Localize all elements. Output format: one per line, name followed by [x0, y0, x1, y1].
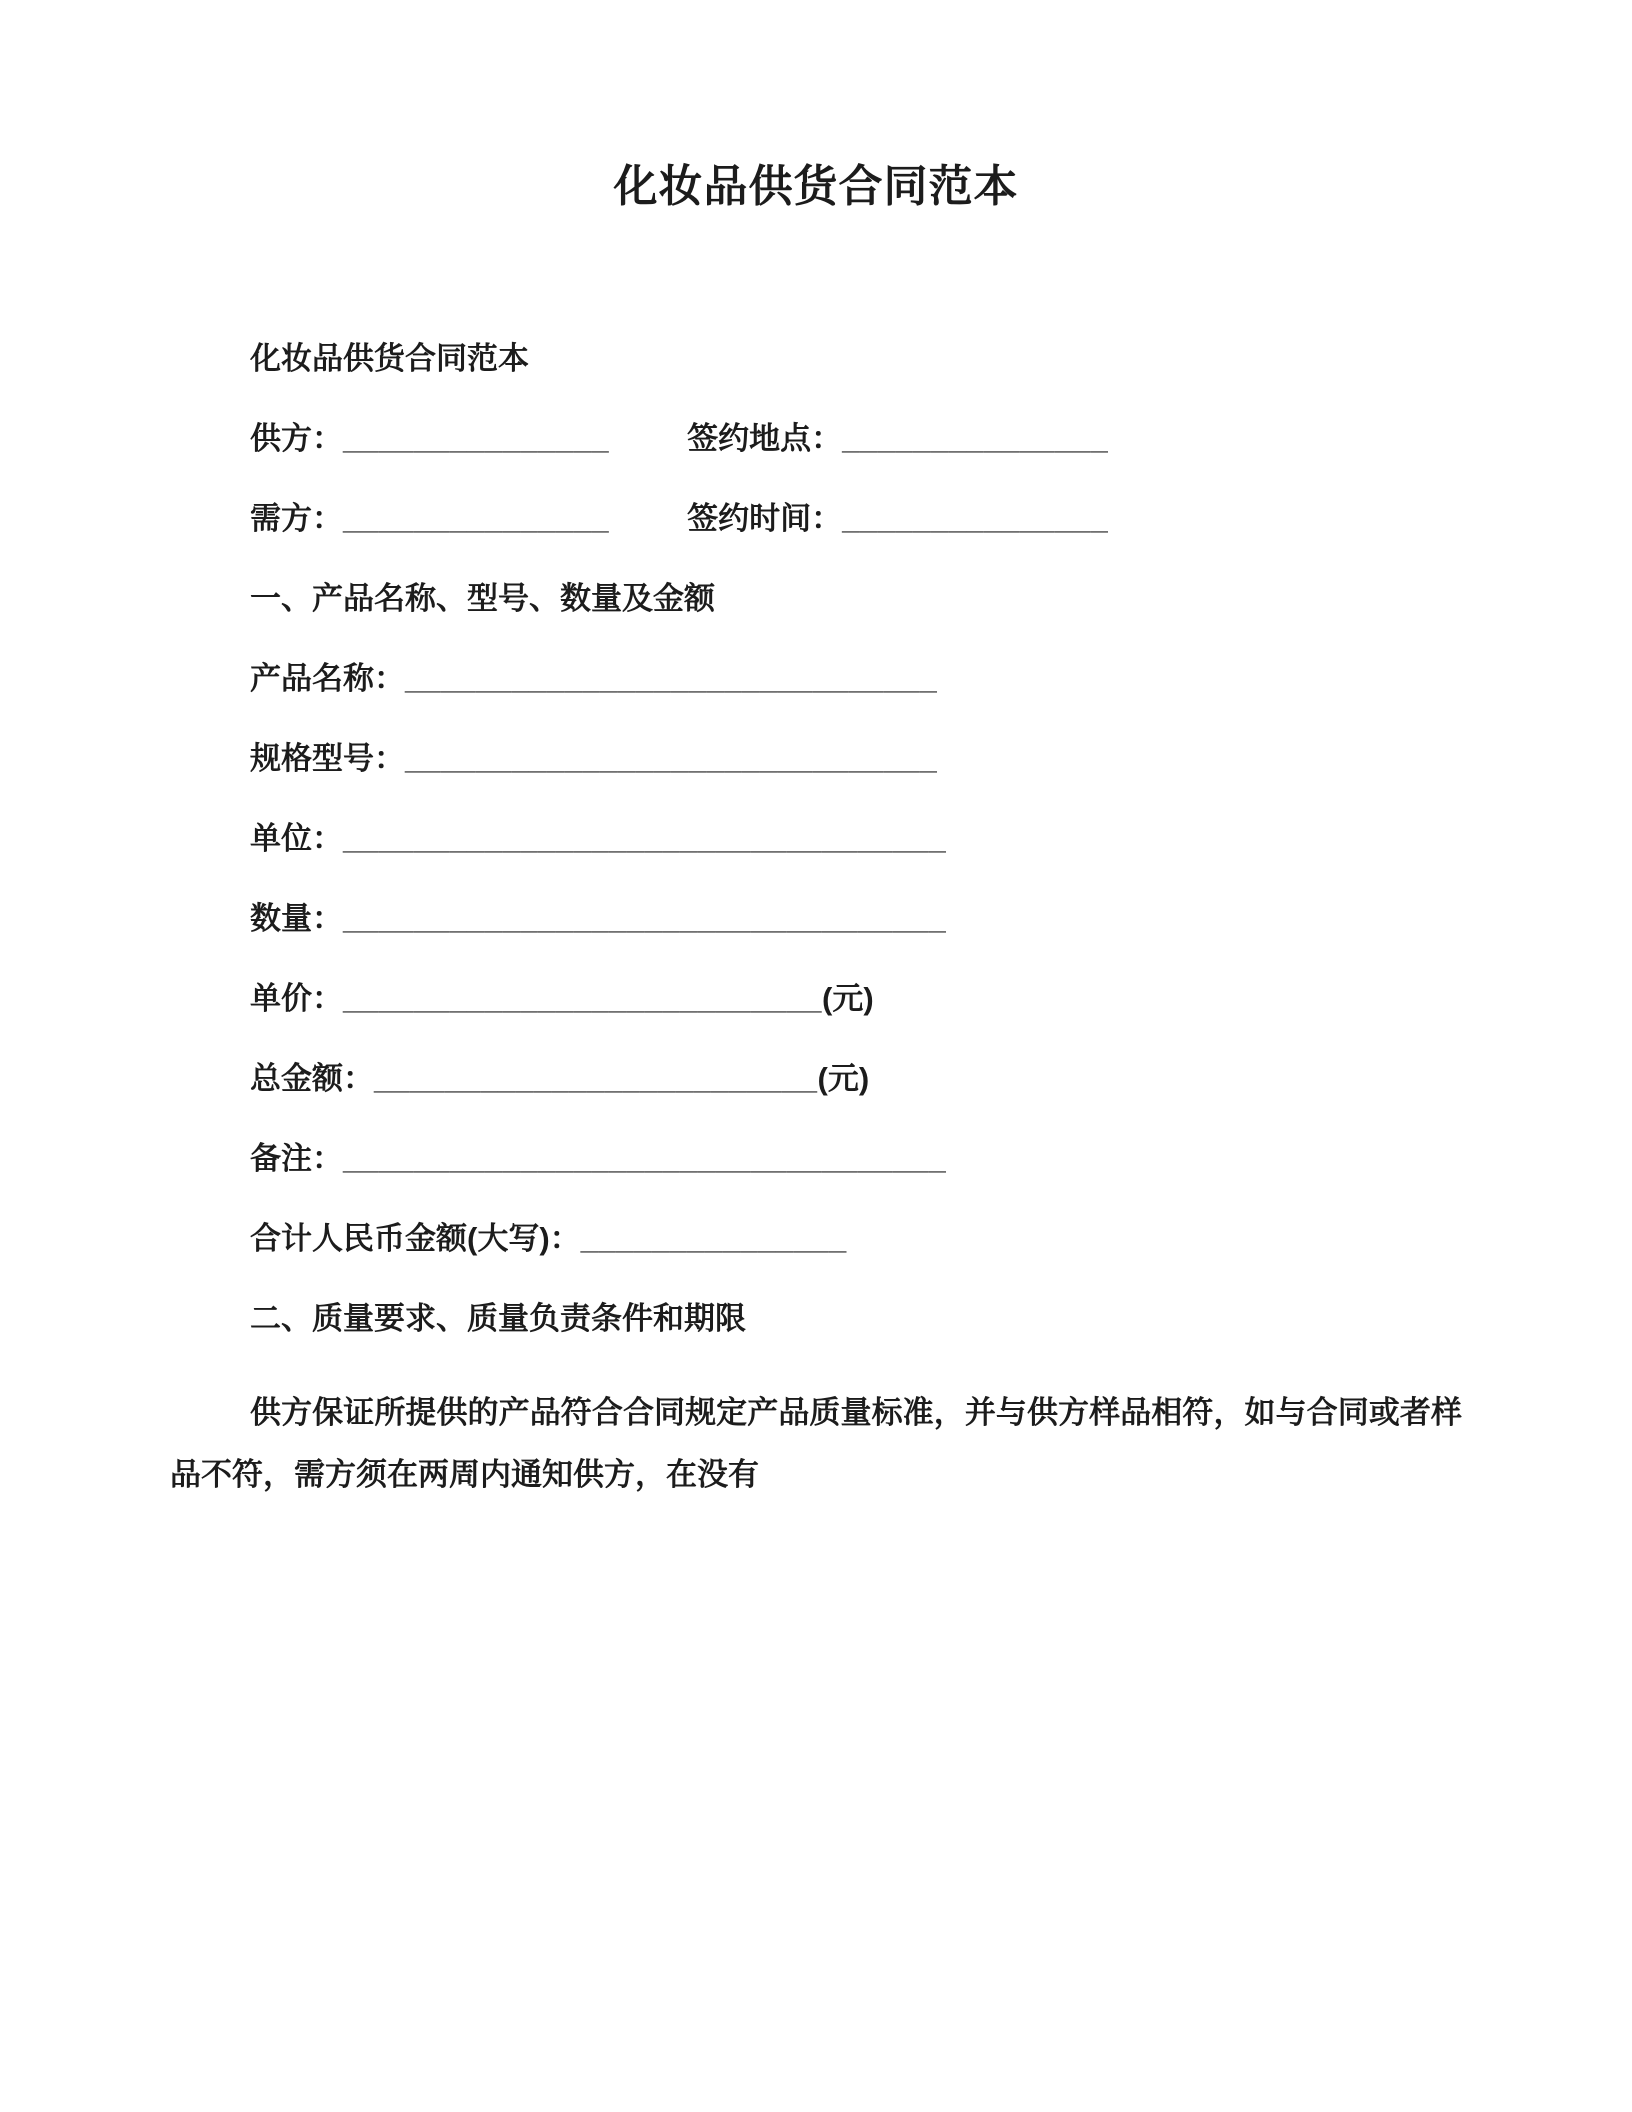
field-label: 备注：: [250, 1141, 343, 1176]
buyer-label: 需方：: [250, 501, 343, 536]
field-blank: ___________________________: [343, 981, 822, 1016]
field-suffix: (元): [822, 981, 874, 1016]
supplier-blank: _______________: [343, 421, 610, 456]
signing-place-blank: _______________: [842, 421, 1109, 456]
document-title: 化妆品供货合同范本: [613, 162, 1019, 211]
field-blank: ______________________________: [405, 741, 938, 776]
field-line-spec-model: [170, 742, 1462, 776]
field-blank: ______________________________: [405, 661, 938, 696]
total-rmb-label: 合计人民币金额(大写)：: [250, 1221, 581, 1256]
field-suffix: (元): [817, 1061, 870, 1096]
field-line-quantity: [170, 902, 1462, 936]
field-line-unit: [170, 822, 1462, 856]
field-blank: __________________________________: [343, 1141, 947, 1176]
field-blank: __________________________________: [343, 901, 947, 936]
total-rmb-blank: _______________: [580, 1221, 847, 1256]
field-blank: _________________________: [374, 1061, 818, 1096]
field-blank: __________________________________: [343, 821, 947, 856]
section-1-heading: 一、产品名称、型号、数量及金额: [250, 581, 715, 616]
section-2-heading: 二、质量要求、质量负责条件和期限: [250, 1301, 746, 1336]
field-label: 单位：: [250, 821, 343, 856]
field-line-total-amount: [170, 1062, 1462, 1096]
field-label: 规格型号：: [250, 741, 405, 776]
field-line-remarks: [170, 1142, 1462, 1176]
field-label: 单价：: [250, 981, 343, 1016]
quality-clause-paragraph: 供方保证所提供的产品符合合同规定产品质量标准，并与供方样品相符，如与合同或者样品不符，需方须在两周内通知供方，在没有: [170, 1395, 1462, 1492]
field-label: 产品名称：: [250, 661, 405, 696]
document-subtitle: 化妆品供货合同范本: [250, 341, 529, 376]
field-label: 总金额：: [250, 1061, 374, 1096]
signing-time-label: 签约时间：: [687, 501, 843, 536]
field-label: 数量：: [250, 901, 343, 936]
field-line-unit-price: [170, 982, 1462, 1016]
signing-time-blank: _______________: [842, 501, 1109, 536]
field-line-product-name: [170, 662, 1462, 696]
buyer-line: [170, 502, 1462, 536]
buyer-blank: _______________: [343, 501, 610, 536]
signing-place-label: 签约地点：: [687, 421, 843, 456]
supplier-line: [170, 422, 1462, 456]
total-rmb-line: [170, 1222, 1462, 1256]
supplier-label: 供方：: [250, 421, 343, 456]
